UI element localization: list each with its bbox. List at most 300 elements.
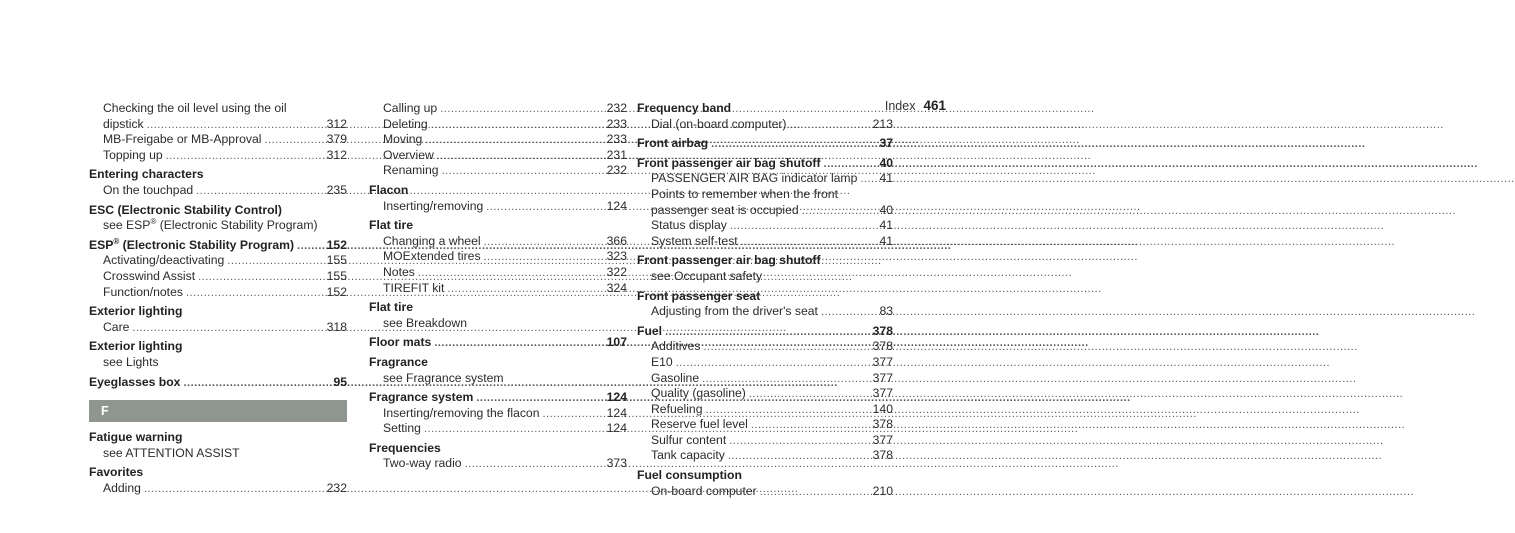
entry-label: see Occupant safety: [651, 268, 763, 283]
entry-text: [651, 339, 700, 355]
page-reference: 377: [872, 432, 893, 447]
entry-text: [89, 203, 282, 219]
index-subentry: [637, 218, 893, 234]
index-entry: [369, 183, 627, 214]
entry-label: see Breakdown: [383, 315, 468, 330]
index-subentry: [637, 417, 893, 433]
leader-dots: [703, 340, 869, 356]
index-subentry: [369, 265, 627, 281]
index-subentry: [637, 269, 893, 285]
index-entry: [89, 430, 347, 461]
entry-text: [369, 390, 473, 406]
entry-text: [637, 324, 662, 340]
entry-label: Front airbag: [637, 136, 709, 151]
entry-label: MOExtended tires: [383, 249, 481, 264]
index-entry: [369, 300, 627, 331]
index-term: [89, 167, 347, 183]
index-term: [369, 441, 627, 457]
index-term: [637, 253, 893, 269]
index-term: [637, 136, 893, 152]
page-reference: 41: [879, 171, 893, 186]
leader-dots: [802, 204, 872, 220]
entry-text: [89, 430, 182, 446]
index-subentry: [637, 386, 893, 402]
index-entry: [369, 441, 627, 472]
index-column-1: [89, 101, 347, 496]
index-term: [89, 375, 347, 391]
entry-label: Exterior lighting: [89, 304, 183, 319]
index-subentry: [369, 456, 627, 472]
leader-dots: [198, 270, 324, 286]
index-entry: [369, 101, 627, 179]
page-reference: 312: [326, 116, 347, 131]
entry-text: [383, 281, 444, 297]
entry-text: [369, 183, 408, 199]
entry-label: Reserve fuel level: [651, 417, 748, 432]
index-term: [89, 465, 347, 481]
entry-text: [651, 187, 838, 203]
entry-label: Dial (on-board computer): [651, 116, 787, 131]
leader-dots: [447, 282, 603, 298]
leader-dots: [760, 485, 870, 501]
index-term: [89, 304, 347, 320]
leader-dots: [424, 422, 604, 438]
leader-dots: [297, 239, 324, 255]
index-subentry: [637, 448, 893, 464]
entry-text: [369, 335, 431, 351]
page-reference: 83: [879, 304, 893, 319]
entry-text: [369, 441, 441, 457]
index-entry: [637, 289, 893, 320]
leader-dots: [147, 118, 324, 134]
leader-dots: [665, 325, 870, 341]
leader-dots: [676, 356, 870, 372]
entry-label: Floor mats: [369, 335, 432, 350]
registered-mark: ®: [113, 236, 120, 246]
entry-label: see Fragrance system: [383, 370, 504, 385]
entry-text: [651, 304, 818, 320]
page-reference: 41: [879, 233, 893, 248]
entry-label: Front passenger air bag shutoff: [637, 253, 821, 268]
entry-label: see ATTENTION ASSIST: [103, 445, 240, 460]
entry-text: [383, 265, 415, 281]
index-subentry: [369, 316, 627, 332]
entry-label: Care: [103, 319, 130, 334]
leader-dots: [543, 407, 604, 423]
entry-label: Frequency band: [637, 101, 732, 115]
entry-label: Renaming: [383, 163, 439, 178]
index-term: [89, 203, 347, 219]
leader-dots: [860, 172, 872, 188]
index-term: [369, 183, 627, 199]
section-header: F: [89, 400, 347, 422]
index-term: [369, 335, 627, 351]
page-reference: 377: [872, 386, 893, 401]
index-term: [89, 339, 347, 355]
entry-text: [103, 320, 129, 336]
entry-label: Favorites: [89, 465, 144, 480]
index-entry: [369, 355, 627, 386]
entry-text: [103, 269, 195, 285]
index-subentry: [369, 421, 627, 437]
entry-text: [103, 355, 159, 371]
entry-text: [103, 117, 144, 133]
entry-label: ESC (Electronic Stability Control): [89, 202, 282, 217]
entry-text: [89, 465, 143, 481]
index-subentry: [369, 199, 627, 215]
entry-label: Two-way radio: [383, 456, 462, 471]
index-term: [637, 156, 893, 172]
index-term: [637, 101, 893, 117]
page-reference: 124: [606, 390, 627, 405]
leader-dots: [729, 434, 869, 450]
entry-text: [383, 421, 421, 437]
index-term: [369, 355, 627, 371]
leader-dots: [434, 336, 603, 352]
index-subentry: [89, 355, 347, 371]
entry-text: [383, 163, 439, 179]
index-entry: [637, 101, 893, 132]
page-reference: 235: [326, 182, 347, 197]
entry-label: Flacon: [369, 182, 409, 197]
entry-label: Entering characters: [89, 167, 204, 182]
leader-dots: [789, 118, 869, 134]
page-reference: 40: [879, 155, 893, 170]
page-reference: 322: [606, 264, 627, 279]
leader-dots: [824, 157, 872, 173]
entry-text: [651, 371, 699, 387]
entry-label-continued: (Electronic Stability Program): [156, 218, 318, 233]
entry-text: [651, 433, 726, 449]
entry-text: [651, 203, 799, 219]
index-subentry: [89, 481, 347, 497]
entry-text: [383, 199, 483, 215]
index-subentry: [637, 234, 893, 250]
index-term: [637, 324, 893, 340]
entry-label: Crosswind Assist: [103, 268, 196, 283]
page-reference: 232: [326, 480, 347, 495]
index-entry: [637, 253, 893, 284]
index-subentry: [369, 371, 627, 387]
entry-text: [651, 386, 746, 402]
index-subentry: [637, 304, 893, 320]
leader-dots: [425, 133, 603, 149]
index-subentry: [369, 234, 627, 250]
page-number: 461: [923, 98, 946, 113]
entry-text: [103, 101, 287, 117]
entry-label: E10: [651, 354, 673, 369]
entry-text: [89, 304, 182, 320]
entry-text: [103, 218, 318, 234]
entry-label: PASSENGER AIR BAG indicator lamp: [651, 171, 858, 186]
leader-dots: [437, 149, 604, 165]
index-entry: [369, 335, 627, 351]
page-reference: 373: [606, 456, 627, 471]
leader-dots: [418, 266, 604, 282]
entry-text: [383, 117, 428, 133]
entry-text: [637, 468, 742, 484]
entry-label: Function/notes: [103, 284, 183, 299]
index-subentry: [369, 101, 627, 117]
leader-dots: [183, 376, 326, 392]
entry-label: see Lights: [103, 354, 159, 369]
entry-label: Setting: [383, 421, 421, 436]
leader-dots: [196, 184, 324, 200]
page-reference: 213: [872, 116, 893, 131]
page-reference: 231: [606, 147, 627, 162]
entry-label: On the touchpad: [103, 182, 194, 197]
entry-label: System self-test: [651, 233, 738, 248]
index-subentry: [637, 171, 893, 187]
index-subentry: [637, 433, 893, 449]
page-reference: 377: [872, 370, 893, 385]
index-column-2: [369, 101, 627, 472]
entry-text: [637, 289, 760, 305]
index-subentry: [89, 446, 347, 462]
page-reference: 41: [879, 218, 893, 233]
entry-text: [383, 101, 437, 117]
entry-text: [103, 446, 240, 462]
page-reference: 95: [333, 374, 347, 389]
entry-text: [383, 132, 422, 148]
entry-text: [651, 171, 857, 187]
entry-text: [651, 234, 738, 250]
leader-dots: [431, 118, 604, 134]
page-reference: 312: [326, 147, 347, 162]
leader-dots: [706, 403, 870, 419]
page-reference: 233: [606, 132, 627, 147]
entry-label: see ESP: [103, 218, 151, 233]
entry-text: [103, 253, 224, 269]
page-reference: 107: [606, 335, 627, 350]
index-subentry: [369, 406, 627, 422]
page-reference: 378: [872, 323, 893, 338]
page-reference: 378: [872, 417, 893, 432]
entry-label: Topping up: [103, 147, 163, 162]
entry-text: [383, 456, 462, 472]
entry-text: [651, 117, 786, 133]
entry-label-continued: (Electronic Stability Program): [119, 237, 295, 252]
entry-text: [651, 417, 748, 433]
entry-label: Overview: [383, 147, 434, 162]
leader-dots: [166, 149, 324, 165]
index-column-3: [637, 101, 893, 499]
page-reference: 232: [606, 101, 627, 115]
page-reference: 152: [326, 237, 347, 252]
leader-dots: [486, 200, 603, 216]
page-reference: 366: [606, 233, 627, 248]
entry-text: [637, 136, 708, 152]
index-entry: [89, 375, 347, 391]
index-term: [369, 218, 627, 234]
entry-text: [383, 316, 467, 332]
leader-dots: [440, 102, 603, 118]
index-subentry: [637, 484, 893, 500]
entry-text: [383, 148, 434, 164]
index-entry: [89, 339, 347, 370]
index-term: [369, 390, 627, 406]
index-subentry: [369, 148, 627, 164]
index-term: [369, 300, 627, 316]
page-reference: 155: [326, 268, 347, 283]
index-entry: [89, 101, 347, 163]
index-entry: [369, 218, 627, 296]
entry-text: [103, 132, 262, 148]
entry-label: Fragrance system: [369, 390, 474, 405]
registered-mark: ®: [150, 217, 157, 227]
entry-label: Inserting/removing the flacon: [383, 405, 540, 420]
index-term: [637, 289, 893, 305]
page-reference: 152: [326, 284, 347, 299]
entry-text: [89, 238, 294, 254]
entry-text: [651, 402, 703, 418]
index-entry: [637, 468, 893, 499]
entry-label: Flat tire: [369, 300, 414, 315]
page-reference: 155: [326, 253, 347, 268]
entry-text: [103, 285, 183, 301]
entry-label: Refueling: [651, 401, 703, 416]
leader-dots: [484, 250, 604, 266]
entry-label: dipstick: [103, 116, 144, 131]
entry-label: Additives: [651, 339, 701, 354]
page-reference: 232: [606, 163, 627, 178]
entry-text: [383, 371, 504, 387]
index-subentry: [89, 320, 347, 336]
index-subentry: [369, 117, 627, 133]
page-reference: 233: [606, 116, 627, 131]
entry-label: Eyeglasses box: [89, 374, 181, 389]
entry-label: Front passenger air bag shutoff: [637, 155, 821, 170]
leader-dots: [711, 137, 872, 153]
page-reference: 124: [606, 405, 627, 420]
index-subentry: [369, 163, 627, 179]
entry-label: Front passenger seat: [637, 288, 761, 303]
index-subentry: [89, 132, 347, 148]
index-subentry: [637, 203, 893, 219]
entry-label: Frequencies: [369, 440, 441, 455]
index-subentry: [637, 117, 893, 133]
entry-text: [651, 269, 762, 285]
entry-label: Status display: [651, 218, 727, 233]
entry-text: [637, 156, 821, 172]
index-subentry: [637, 402, 893, 418]
entry-text: [637, 101, 731, 117]
page-reference: 124: [606, 198, 627, 213]
index-subentry: [369, 132, 627, 148]
entry-label: Points to remember when the front: [651, 186, 838, 201]
leader-dots: [186, 286, 324, 302]
page-reference: 37: [879, 136, 893, 151]
index-entry: [89, 167, 347, 198]
page-reference: 378: [872, 339, 893, 354]
index-subentry: [369, 281, 627, 297]
index-entry: [637, 324, 893, 464]
entry-label: Changing a wheel: [383, 233, 481, 248]
index-subentry: [89, 253, 347, 269]
entry-label: Moving: [383, 132, 423, 147]
entry-text: [103, 481, 141, 497]
index-subentry: [637, 355, 893, 371]
index-subentry: [89, 285, 347, 301]
entry-label: On-board computer: [651, 483, 757, 498]
entry-text: [651, 218, 727, 234]
index-entry: [89, 465, 347, 496]
leader-dots: [227, 254, 323, 270]
entry-label: Fragrance: [369, 354, 428, 369]
index-subentry: [89, 269, 347, 285]
leader-dots: [730, 219, 872, 235]
index-subentry: [369, 249, 627, 265]
entry-label: Inserting/removing: [383, 198, 484, 213]
entry-label: Fatigue warning: [89, 430, 183, 445]
index-subentry: [89, 148, 347, 164]
leader-dots: [728, 449, 870, 465]
index-entry: [89, 304, 347, 335]
entry-label: Sulfur content: [651, 432, 727, 447]
header-label: Index: [884, 99, 916, 113]
entry-label: Deleting: [383, 116, 428, 131]
leader-dots: [821, 305, 872, 321]
index-term: [637, 468, 893, 484]
entry-text: [89, 375, 180, 391]
page-reference: 318: [326, 319, 347, 334]
index-subentry: [637, 339, 893, 355]
page-reference: 40: [879, 202, 893, 217]
page-reference: 140: [872, 401, 893, 416]
entry-label: MB-Freigabe or MB-Approval: [103, 132, 262, 147]
index-entry: [89, 203, 347, 234]
entry-text: [383, 249, 481, 265]
entry-text: [651, 355, 673, 371]
index-subentry: [637, 371, 893, 387]
index-term: [89, 238, 347, 254]
entry-text: [637, 253, 821, 269]
entry-label: Fuel: [637, 323, 663, 338]
entry-text: [89, 167, 203, 183]
entry-label: Fuel consumption: [637, 468, 742, 483]
leader-dots: [749, 387, 870, 403]
entry-label: Quality (gasoline): [651, 386, 746, 401]
leader-dots: [751, 418, 870, 434]
entry-text: [369, 355, 428, 371]
index-subentry: [89, 101, 347, 117]
page-reference: 210: [872, 483, 893, 498]
entry-label: passenger seat is occupied: [651, 202, 799, 217]
index-entry: [89, 238, 347, 300]
entry-text: [383, 234, 481, 250]
entry-label: Adjusting from the driver's seat: [651, 304, 818, 319]
leader-dots: [442, 164, 604, 180]
index-subentry: [89, 117, 347, 133]
entry-label: Tank capacity: [651, 448, 725, 463]
entry-text: [369, 218, 413, 234]
entry-label: Calling up: [383, 101, 438, 115]
index-subentry: [89, 183, 347, 199]
page-reference: 323: [606, 249, 627, 264]
entry-text: [383, 406, 540, 422]
entry-text: [651, 484, 757, 500]
entry-label: Flat tire: [369, 218, 414, 233]
entry-label: Exterior lighting: [89, 339, 183, 354]
entry-label: Gasoline: [651, 370, 700, 385]
page-reference: 377: [872, 354, 893, 369]
entry-text: [103, 183, 193, 199]
entry-text: [369, 300, 413, 316]
page-reference: 324: [606, 280, 627, 295]
index-term: [89, 430, 347, 446]
leader-dots: [741, 235, 872, 251]
entry-text: [651, 448, 725, 464]
